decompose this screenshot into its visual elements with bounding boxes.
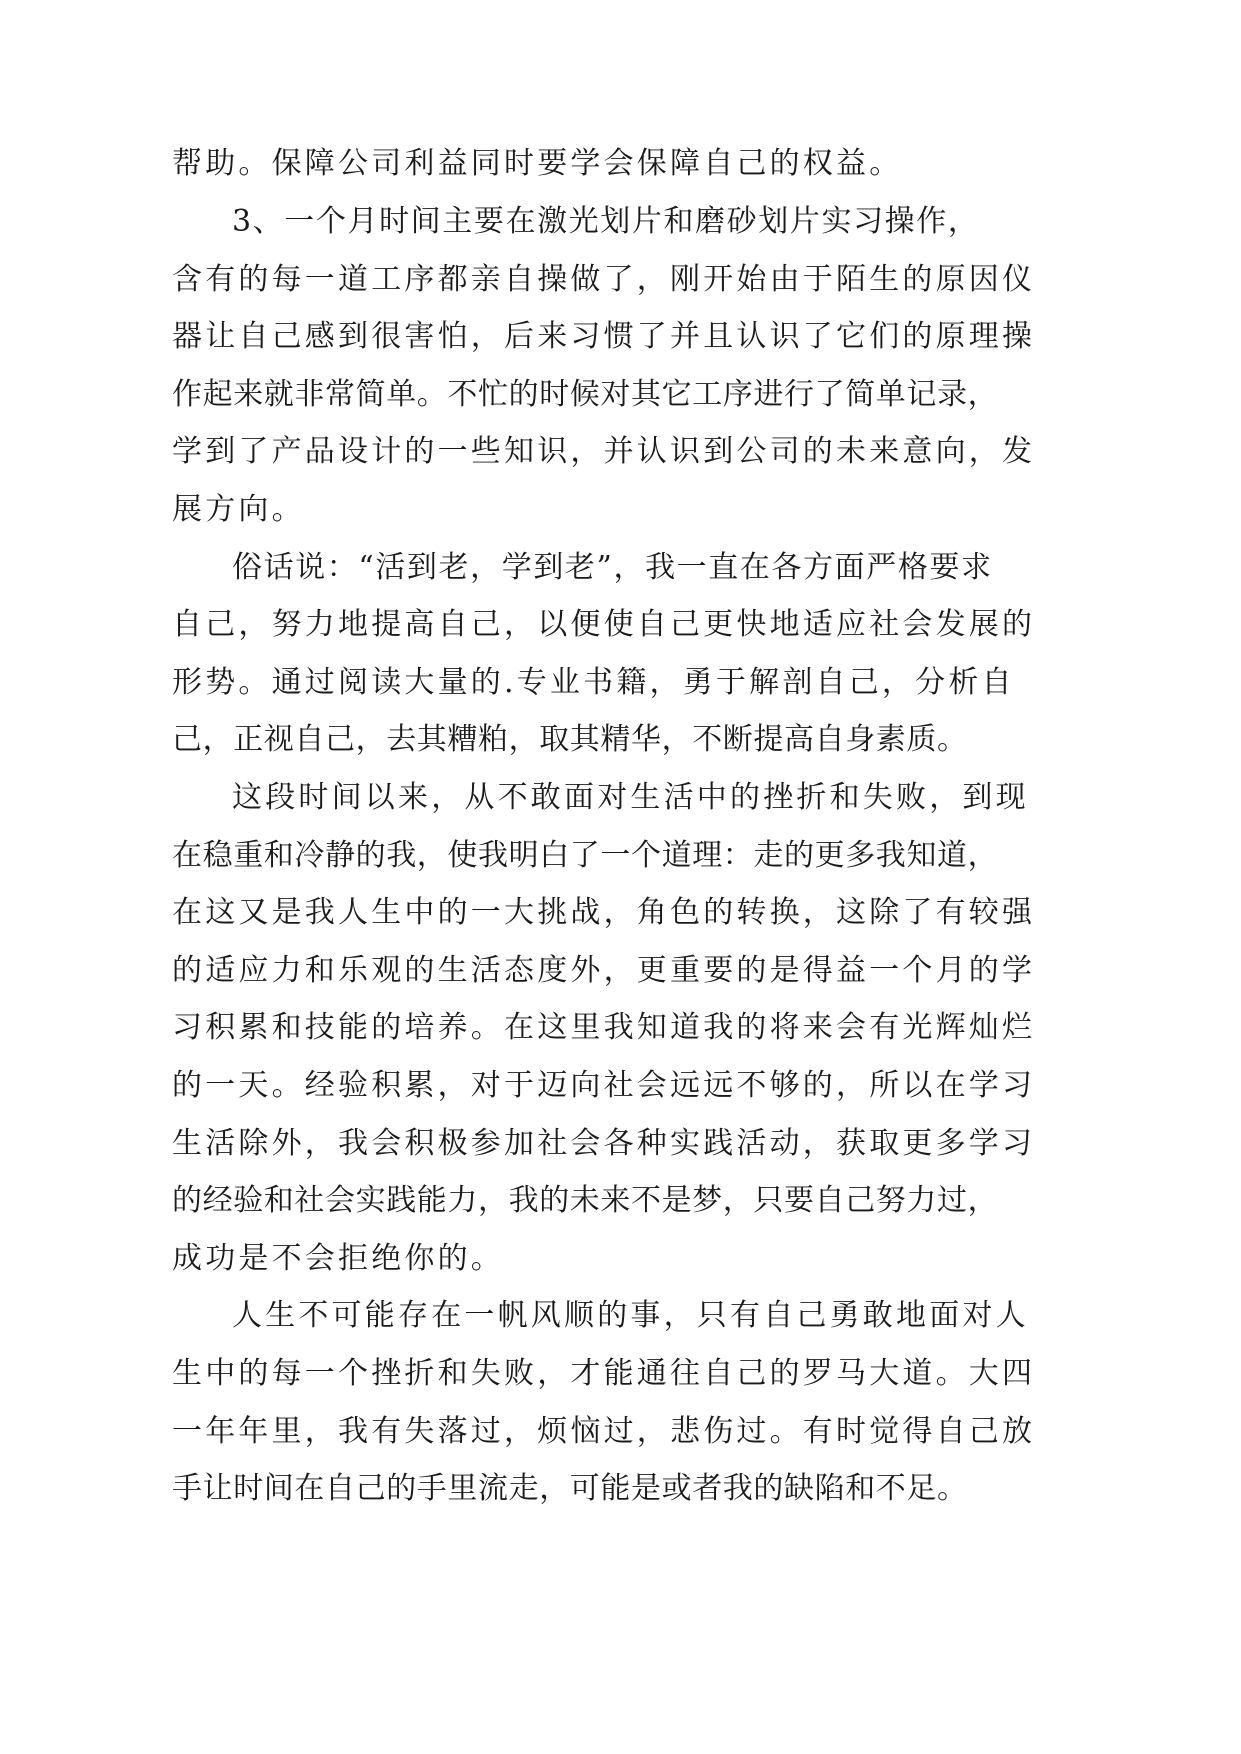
text-line: 成功是不会拒绝你的。 [172,1241,504,1276]
text-line: 的经验和社会实践能力，我的未来不是梦，只要自己努力过， [172,1183,999,1218]
text-line: 的适应力和乐观的生活态度外，更重要的是得益一个月的学 [172,953,1036,988]
text-line: 人生不可能存在一帆风顺的事，只有自己勇敢地面对人 [232,1298,1029,1333]
text-line: 己，正视自己，去其糟粕，取其精华，不断提高自身素质。 [172,722,968,757]
text-line: 含有的每一道工序都亲自操做了，刚开始由于陌生的原因仪 [172,262,1036,297]
text-line: 展方向。 [172,492,305,527]
text-line: 形势。通过阅读大量的.专业书籍，勇于解剖自己，分析自 [172,665,1015,700]
text-line: 生活除外，我会积极参加社会各种实践活动，获取更多学习 [172,1126,1036,1161]
text-line: 的一天。经验积累，对于迈向社会远远不够的，所以在学习 [172,1068,1036,1103]
text-line: 一年年里，我有失落过，烦恼过，悲伤过。有时觉得自己放 [172,1414,1036,1449]
text-line: 作起来就非常简单。不忙的时候对其它工序进行了简单记录， [172,377,999,412]
text-line: 这段时间以来，从不敢面对生活中的挫折和失败，到现 [232,780,1029,815]
text-line: 帮助。保障公司利益同时要学会保障自己的权益。 [172,146,903,181]
text-line: 习积累和技能的培养。在这里我知道我的将来会有光辉灿烂 [172,1010,1036,1045]
text-line: 自己，努力地提高自己，以便使自己更快地适应社会发展的 [172,607,1036,642]
text-line: 器让自己感到很害怕，后来习惯了并且认识了它们的原理操 [172,319,1036,354]
text-line: 生中的每一个挫折和失败，才能通往自己的罗马大道。大四 [172,1356,1036,1391]
text-line: 在这又是我人生中的一大挑战，角色的转换，这除了有较强 [172,895,1036,930]
text-line: 在稳重和冷静的我，使我明白了一个道理：走的更多我知道， [172,838,999,873]
text-line: 手让时间在自己的手里流走，可能是或者我的缺陷和不足。 [172,1471,968,1506]
text-line: 学到了产品设计的一些知识，并认识到公司的未来意向，发 [172,434,1036,469]
text-line: 3、一个月时间主要在激光划片和磨砂划片实习操作， [232,204,980,239]
text-line: 俗话说：“活到老，学到老”，我一直在各方面严格要求 [232,550,993,585]
